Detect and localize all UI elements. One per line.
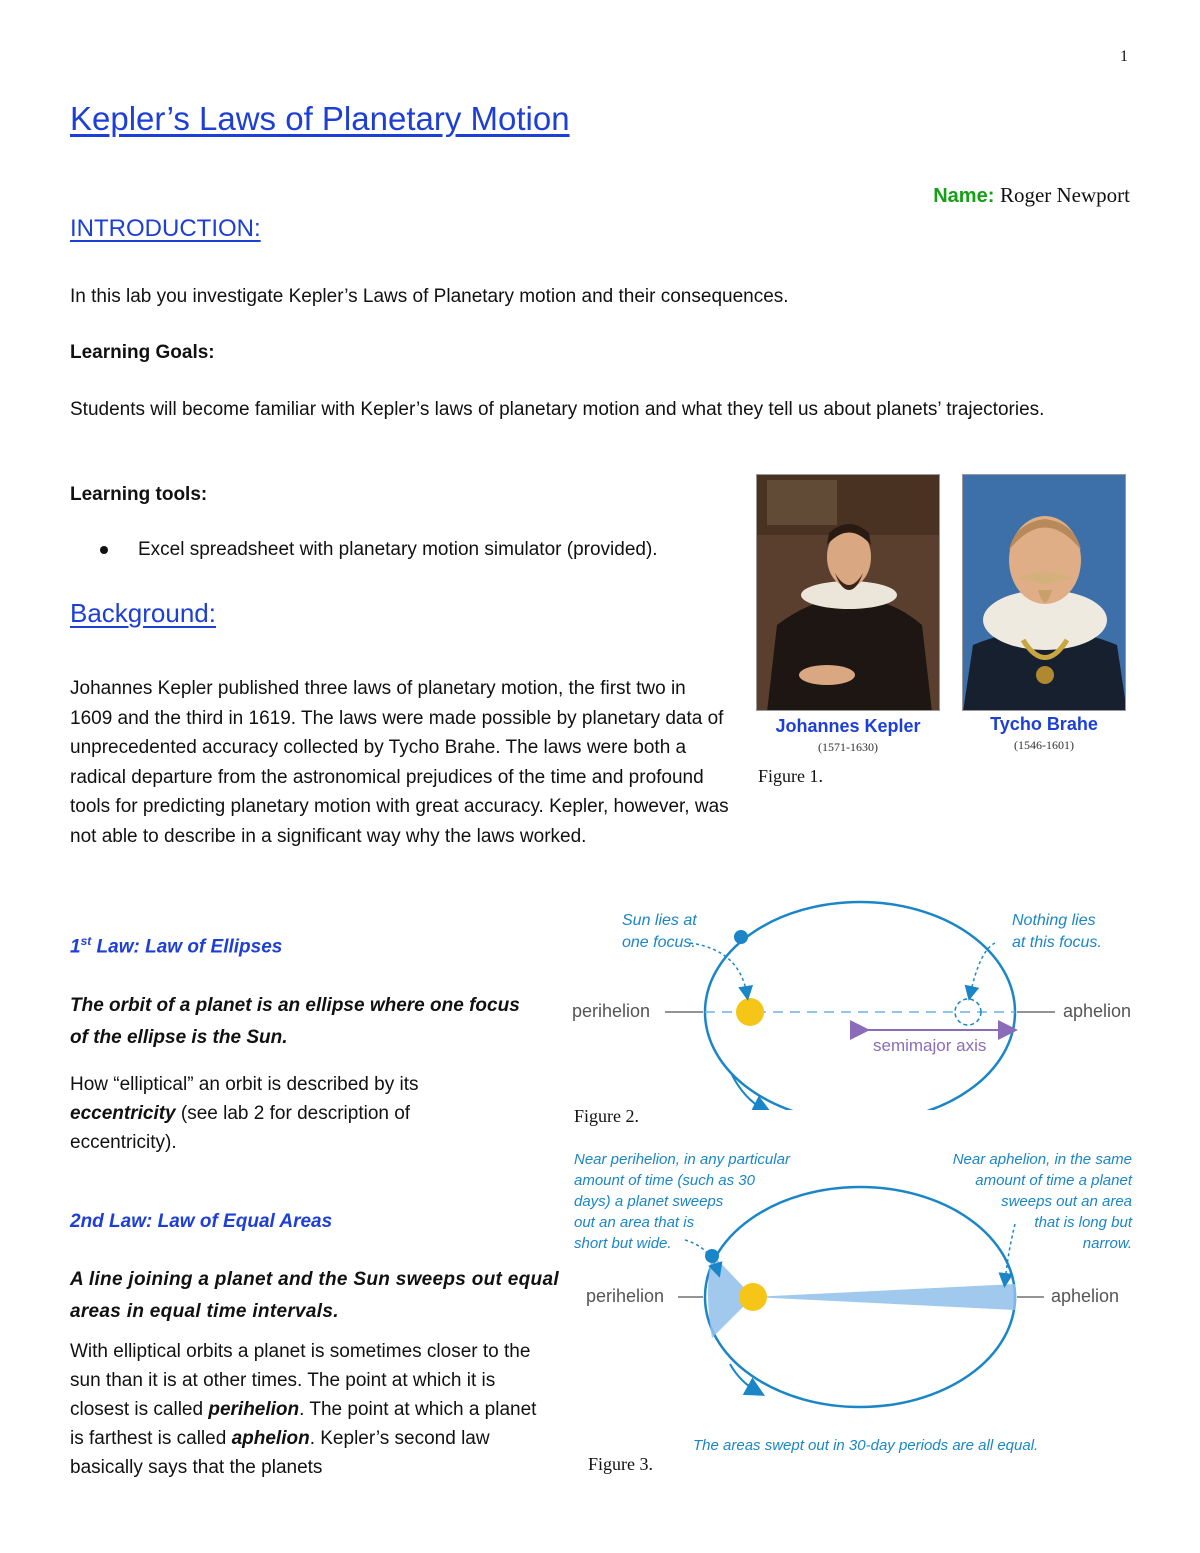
planet-icon bbox=[734, 930, 748, 944]
aphelion-label: aphelion bbox=[1063, 1001, 1132, 1021]
background-text-main: Johannes Kepler published three laws of planetary motion, the first two in 1609 and the third in 1619. The laws were made possible by planetary data of unprecedented accuracy collected by Tycho Brahe. The laws were both a radical departure from the astronomical prejudices of the time and profound tools for predicting planetary motion with great accuracy. Kepler, however, was not able to describe in a significant way why the laws worked. bbox=[70, 678, 729, 847]
law-1-body-post: (see lab 2 for description of eccentricity). bbox=[70, 1103, 411, 1153]
semimajor-label: semimajor axis bbox=[873, 1036, 987, 1055]
introduction-heading: INTRODUCTION: bbox=[70, 215, 261, 242]
aphelion-label-3: aphelion bbox=[1051, 1286, 1120, 1306]
law-1-sup: st bbox=[80, 934, 92, 948]
left-note-3: days) a planet sweeps bbox=[574, 1193, 724, 1210]
tools-list-item bbox=[100, 539, 658, 561]
figure-3-label: Figure 3. bbox=[588, 1454, 653, 1474]
background-heading: Background: bbox=[70, 598, 216, 628]
law-1-heading bbox=[70, 934, 282, 958]
law-2-body-2: . The point at which a planet is farthest is called bbox=[70, 1399, 537, 1449]
intro-text: In this lab you investigate Kepler’s Laws of Planetary motion and their consequences. bbox=[70, 286, 789, 307]
brahe-dates: (1546-1601) bbox=[1014, 738, 1074, 752]
empty-note-1: Nothing lies bbox=[1012, 912, 1096, 929]
law-1-statement: The orbit of a planet is an ellipse where one focus of the ellipse is the Sun. bbox=[70, 995, 520, 1048]
left-note-1: Near perihelion, in any particular bbox=[574, 1151, 790, 1168]
sun-icon bbox=[736, 998, 764, 1026]
tools-item-text: Excel spreadsheet with planetary motion simulator (provided). bbox=[138, 539, 658, 560]
perihelion-term: perihelion bbox=[208, 1399, 300, 1420]
page-number: 1 bbox=[1120, 48, 1128, 65]
kepler-portrait-image bbox=[757, 475, 940, 711]
learning-tools-heading: Learning tools: bbox=[70, 484, 208, 505]
perihelion-label-3: perihelion bbox=[586, 1286, 665, 1306]
equal-areas-note: The areas swept out in 30-day periods are all equal. bbox=[693, 1437, 1039, 1454]
right-note-1: Near aphelion, in the same bbox=[952, 1151, 1132, 1168]
kepler-portrait bbox=[756, 474, 940, 711]
learning-goals-text: Students will become familiar with Kepler’s laws of planetary motion and what they tell us about planets’ trajectories. bbox=[70, 399, 1045, 420]
planet-icon-3 bbox=[705, 1249, 719, 1263]
figure-1-label: Figure 1. bbox=[758, 766, 823, 786]
sun-note-1: Sun lies at bbox=[622, 912, 697, 929]
law-2-body bbox=[70, 1337, 555, 1482]
figure-2-label: Figure 2. bbox=[574, 1106, 639, 1126]
right-note-2: amount of time a planet bbox=[975, 1172, 1132, 1189]
aphelion-swept-area bbox=[753, 1284, 1017, 1310]
student-name bbox=[933, 183, 1130, 208]
learning-goals-heading: Learning Goals: bbox=[70, 342, 215, 363]
page-title: Kepler’s Laws of Planetary Motion bbox=[70, 100, 570, 137]
law-1-body-pre: How “elliptical” an orbit is described by its bbox=[70, 1074, 419, 1095]
law-2-body-3: . Kepler’s second law basically says that the planets bbox=[70, 1428, 490, 1478]
law-1-body bbox=[70, 1070, 520, 1157]
name-label: Name: bbox=[933, 185, 995, 207]
left-note-2: amount of time (such as 30 bbox=[574, 1172, 755, 1189]
right-note-3: sweeps out an area bbox=[1001, 1193, 1132, 1210]
sun-note-2: one focus. bbox=[622, 934, 696, 951]
left-note-4: out an area that is bbox=[574, 1214, 695, 1231]
law-2-statement: A line joining a planet and the Sun sweeps out equal areas in equal time intervals. bbox=[70, 1269, 559, 1322]
right-note-5: narrow. bbox=[1082, 1235, 1132, 1252]
figure-2-ellipse-diagram bbox=[560, 895, 1150, 1110]
brahe-portrait-image bbox=[963, 475, 1126, 711]
law-1-title: Law: Law of Ellipses bbox=[91, 936, 283, 958]
kepler-dates: (1571-1630) bbox=[818, 740, 878, 754]
right-note-4: that is long but bbox=[1034, 1214, 1132, 1231]
name-value: Roger Newport bbox=[999, 183, 1130, 207]
figure-3-equal-areas-diagram bbox=[560, 1142, 1150, 1460]
sun-icon-3 bbox=[739, 1283, 767, 1311]
empty-note-2: at this focus. bbox=[1012, 934, 1102, 951]
law-1-number: 1 bbox=[70, 936, 81, 958]
eccentricity-term: eccentricity bbox=[70, 1103, 176, 1124]
perihelion-label: perihelion bbox=[572, 1001, 651, 1021]
law-2-heading: 2nd Law: Law of Equal Areas bbox=[70, 1211, 333, 1232]
brahe-portrait bbox=[962, 474, 1126, 711]
bullet-icon bbox=[100, 546, 108, 554]
brahe-caption: Tycho Brahe bbox=[990, 714, 1098, 734]
kepler-caption: Johannes Kepler bbox=[775, 716, 921, 736]
left-note-5: short but wide. bbox=[574, 1235, 672, 1252]
aphelion-term: aphelion bbox=[231, 1428, 310, 1449]
law-2-body-1: With elliptical orbits a planet is sometimes closer to the sun than it is at other times. The point at which it is closest is called bbox=[70, 1341, 531, 1420]
